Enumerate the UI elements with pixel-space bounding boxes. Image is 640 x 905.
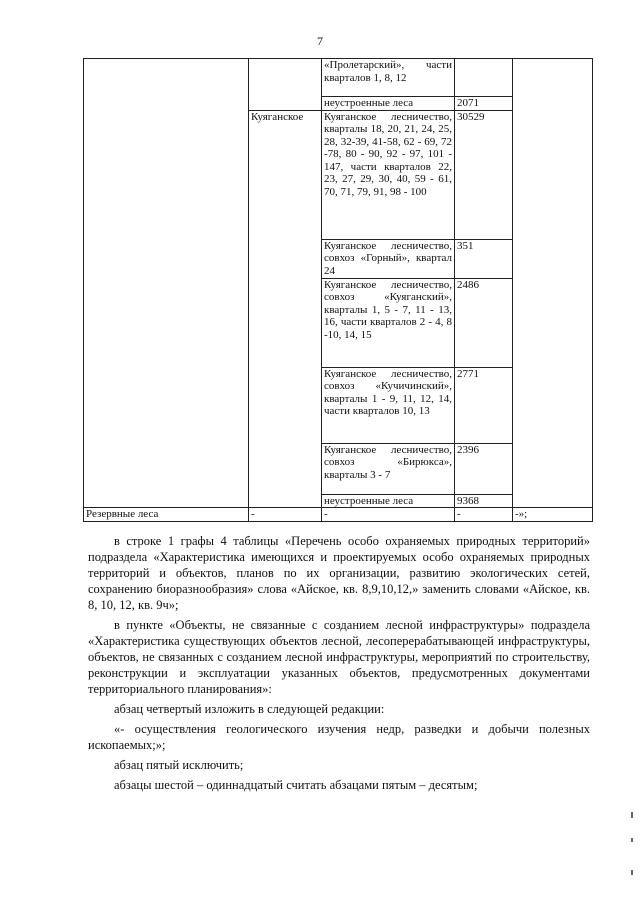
table-cell-area: 2396: [455, 443, 513, 494]
table-cell-area: 2071: [455, 97, 513, 111]
table-cell-location: Куяганское лесничество, совхоз «Кучичинский», кварталы 1 - 9, 11, 12, 14, части кварталов 10, 13: [322, 367, 455, 443]
scan-artifact: [631, 838, 633, 842]
table-cell-category: Резервные леса: [84, 508, 249, 522]
amendment-text: [88, 533, 590, 797]
page-number: 7: [317, 34, 323, 48]
scan-artifact: [631, 812, 633, 818]
table-cell-location: Куяганское лесничество, совхоз «Бирюкса», кварталы 3 - 7: [322, 443, 455, 494]
table-cell-empty: [513, 59, 593, 508]
forest-table: [83, 58, 593, 522]
table-cell-area: 2771: [455, 367, 513, 443]
table-cell-location: неустроенные леса: [322, 494, 455, 508]
table-cell-area: 9368: [455, 494, 513, 508]
table-cell-location: Куяганское лесничество, кварталы 18, 20, 21, 24, 25, 28, 32-39, 41-58, 62 - 69, 72 -78, 80 - 90, 92 - 97, 101 - 147, части кварталов 22, 23, 27, 29, 30, 40, 59 - 61, 70, 71, 79, 91, 98 - 100: [322, 110, 455, 239]
paragraph: абзацы шестой – одиннадцатый считать абзацами пятым – десятым;: [114, 778, 478, 792]
table-cell-location: Куяганское лесничество, совхоз «Горный», квартал 24: [322, 239, 455, 278]
table-cell-forestry: Куяганское: [249, 110, 322, 508]
paragraph: в пункте «Объекты, не связанные с созданием лесной инфраструктуры» подраздела «Характеристика существующих объектов лесной, лесоперерабатывающей инфраструктуры, объектов, не связанных с созданием лесной инфраструктуры, мероприятий по строительству, реконструкции и эксплуатации указанных объектов, предусмотренных документами территориального планирования»:: [88, 618, 590, 696]
table-cell-area: [455, 59, 513, 97]
table-cell-dash-closing: -»;: [513, 508, 593, 522]
table-cell-area: 30529: [455, 110, 513, 239]
paragraph: абзац пятый исключить;: [114, 758, 244, 772]
paragraph: абзац четвертый изложить в следующей редакции:: [114, 702, 385, 716]
scan-artifact: [631, 870, 633, 875]
table-cell-location: «Пролетарский», части кварталов 1, 8, 12: [322, 59, 455, 97]
table-cell-area: 2486: [455, 278, 513, 367]
table-cell-empty: [249, 59, 322, 111]
table-cell-dash: -: [455, 508, 513, 522]
table-cell-dash: -: [322, 508, 455, 522]
table-cell-dash: -: [249, 508, 322, 522]
paragraph: в строке 1 графы 4 таблицы «Перечень особо охраняемых природных территорий» подраздела «Характеристика имеющихся и проектируемых особо охраняемых природных территорий и объектов, планов по их организации, развитию экологических сетей, сохранению биоразнообразия» слова «Айское, кв. 8,9,10,12,» заменить словами «Айское, кв. 8, 10, 12, кв. 9ч»;: [88, 534, 590, 612]
table-cell-location: неустроенные леса: [322, 97, 455, 111]
table-cell-area: 351: [455, 239, 513, 278]
table-row-reserve: [84, 508, 593, 522]
table-cell-empty: [84, 59, 249, 508]
table-cell-location: Куяганское лесничество, совхоз «Куяганский», кварталы 1, 5 - 7, 11 - 13, 16, части кварталов 2 - 4, 8 -10, 14, 15: [322, 278, 455, 367]
table-row: [84, 59, 593, 97]
paragraph: «- осуществления геологического изучения недр, разведки и добычи полезных ископаемых;»;: [88, 722, 590, 752]
